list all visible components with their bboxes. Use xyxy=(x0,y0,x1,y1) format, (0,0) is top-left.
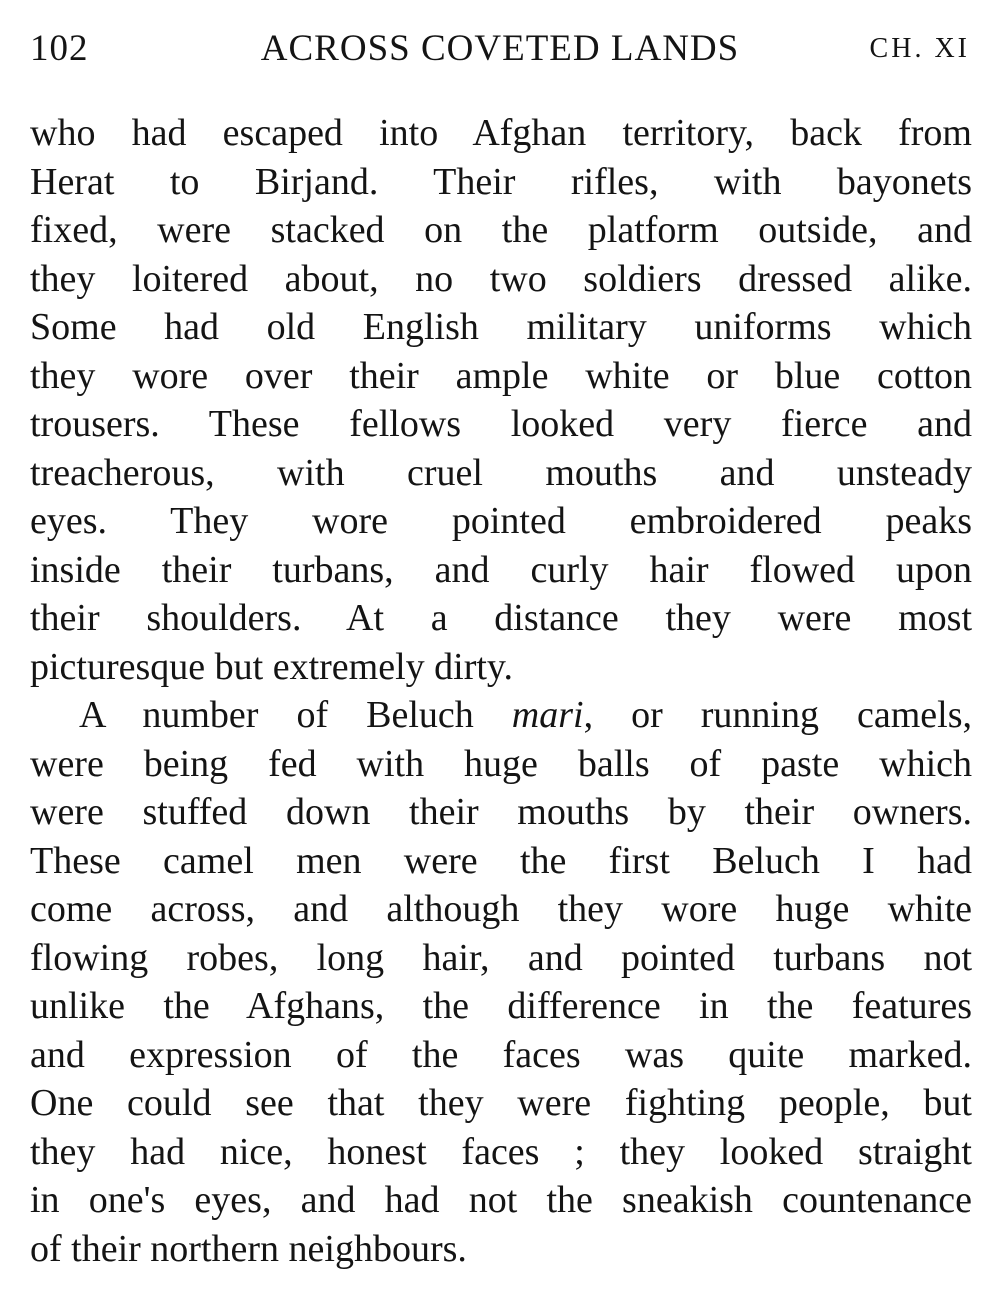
text-line: they had nice, honest faces ; they looked straight xyxy=(30,1130,972,1173)
paragraph-end-line: of their northern neighbours. xyxy=(30,1227,467,1270)
text-line: they loitered about, no two soldiers dressed alike. xyxy=(30,257,972,300)
text-line: unlike the Afghans, the difference in the features xyxy=(30,985,972,1027)
text-line: and expression of the faces was quite marked. xyxy=(30,1033,972,1076)
page-number: 102 xyxy=(30,28,89,69)
text-line: treacherous, with cruel mouths and unsteady xyxy=(30,451,972,494)
text-line: who had escaped into Afghan territory, back from xyxy=(30,112,972,154)
text-line: One could see that they were fighting people, but xyxy=(30,1082,972,1124)
running-header xyxy=(30,24,970,74)
text-segment: A number of Beluch xyxy=(79,694,474,736)
text-line: trousers. These fellows looked very fierce and xyxy=(30,403,972,445)
text-line: in one's eyes, and had not the sneakish countenance xyxy=(30,1179,972,1221)
text-line: they wore over their ample white or blue cotton xyxy=(30,354,972,397)
text-line: These camel men were the first Beluch I had xyxy=(30,839,972,882)
paragraph-end-line: picturesque but extremely dirty. xyxy=(30,645,513,688)
text-line: eyes. They wore pointed embroidered peaks xyxy=(30,500,972,542)
text-line: were stuffed down their mouths by their owners. xyxy=(30,791,972,833)
text-line: flowing robes, long hair, and pointed turbans not xyxy=(30,936,972,979)
text-line: their shoulders. At a distance they were most xyxy=(30,597,972,639)
text-segment: , or running camels, xyxy=(583,694,972,736)
chapter-reference: CH. XI xyxy=(869,33,970,64)
running-title: ACROSS COVETED LANDS xyxy=(260,28,740,69)
text-line: Some had old English military uniforms which xyxy=(30,306,972,348)
paragraph-start-line xyxy=(30,691,972,740)
body-text xyxy=(30,109,972,1273)
text-line: come across, and although they wore huge white xyxy=(30,888,972,930)
text-line: Herat to Birjand. Their rifles, with bayonets xyxy=(30,160,972,203)
text-line: fixed, were stacked on the platform outside, and xyxy=(30,209,972,251)
text-line: inside their turbans, and curly hair flowed upon xyxy=(30,548,972,591)
italic-term-mari: mari xyxy=(511,694,584,736)
text-line: were being fed with huge balls of paste which xyxy=(30,742,972,785)
